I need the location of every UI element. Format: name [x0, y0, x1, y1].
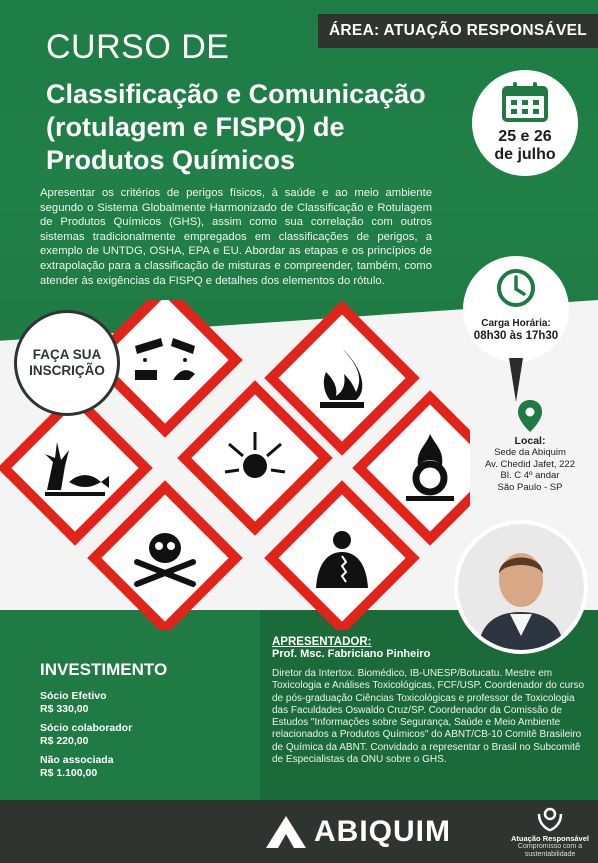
course-title-line: (rotulagem e FISPQ) de [46, 112, 345, 142]
map-pin-icon [518, 400, 542, 432]
abiquim-logo [266, 814, 451, 850]
clock-icon [496, 268, 536, 308]
date-badge [472, 70, 578, 176]
responsible-care-icon [535, 806, 565, 832]
health-hazard-icon [271, 487, 412, 628]
investment-item [40, 690, 240, 716]
presenter-avatar [458, 524, 584, 650]
location-label: Local: [514, 434, 546, 447]
signup-line: FAÇA SUA [32, 347, 102, 362]
location-info [470, 400, 590, 493]
investment-heading: INVESTIMENTO [40, 660, 168, 679]
signup-line: INSCRIÇÃO [29, 363, 105, 378]
schedule-value: 08h30 às 17h30 [473, 330, 559, 342]
course-prefix: CURSO DE [46, 28, 230, 66]
presenter-section [272, 636, 592, 766]
schedule-label: Carga Horária: [481, 318, 551, 329]
course-description: Apresentar os critérios de perigos físicos, à saúde e ao meio ambiente segundo o Sistema Globalmente Harmonizado de Classificação e Rotulagem de Produtos Químicos (GHS), assim como sua correlação com outros sistemas tradicionalmente empregados em classificações de perigos, a exemplo de UNTDG, OSHA, EPA e EU. Abordar as etapas e os princípios de extrapolação para a classificação de misturas e compreender, também, como atender às exigências da FISPQ e detalhes dos elementos do rótulo. [40, 187, 432, 287]
location-line: São Paulo - SP [497, 481, 563, 493]
investment-price: R$ 330,00 [40, 703, 89, 715]
signup-badge[interactable] [14, 310, 120, 416]
presenter-heading: APRESENTADOR: [272, 636, 372, 648]
investment-label: Sócio Efetivo [40, 690, 107, 702]
environment-icon [4, 397, 145, 538]
location-line: Sede da Abiquim [494, 447, 566, 458]
responsible-care-logo [506, 806, 594, 859]
presenter-bio: Diretor da Intertox. Biomédico, IB-UNESP/Botucatu. Mestre em Toxicologia e Análises Toxicológicas, FCF/USP. Coordenador do curso de pós-graduação Ciências Toxicológicas e professor de Toxicologia das Faculdades Oswaldo Cruz/SP. Coordenador da Comissão de Estudos "Informações sobre Segurança, Saúde e Meio Ambiente relacionados a Produtos Químicos" do ABNT/CB-10 Comitê Brasileiro de Química da ABNT. Convidado a representar o Brasil no Subcomitê de Especialistas da ONU sobre o GHS. [272, 668, 585, 766]
presenter-photo [454, 520, 588, 654]
ar-title: Atuação Responsável [511, 834, 589, 843]
abiquim-brand: ABIQUIM [314, 815, 451, 848]
investment-label: Sócio colaborador [40, 722, 133, 734]
investment-label: Não associada [40, 754, 114, 766]
investment-price: R$ 1.100,00 [40, 767, 98, 779]
location-line: Bl. C 4º andar [500, 470, 560, 481]
course-title [46, 78, 456, 177]
investment-price: R$ 220,00 [40, 735, 89, 747]
area-banner: ÁREA: ATUAÇÃO RESPONSÁVEL [318, 14, 598, 48]
investment-item [40, 722, 240, 748]
schedule-badge [463, 256, 569, 362]
presenter-name: Prof. Msc. Fabriciano Pinheiro [272, 648, 431, 660]
course-title-line: Produtos Químicos [46, 145, 296, 175]
date-line: 25 e 26 [498, 128, 552, 145]
date-line: de julho [494, 146, 556, 163]
investment-section [40, 660, 240, 786]
calendar-icon [502, 82, 548, 122]
ar-subtitle: Compromisso com a sustentabilidade [517, 843, 583, 858]
course-title-line: Classificação e Comunicação [46, 79, 426, 109]
schedule-text [466, 318, 566, 342]
skull-crossbones-icon [94, 487, 235, 628]
location-line: Av. Chedid Jafet, 222 [485, 458, 575, 470]
investment-item [40, 754, 240, 780]
abiquim-logo-icon [266, 816, 306, 848]
